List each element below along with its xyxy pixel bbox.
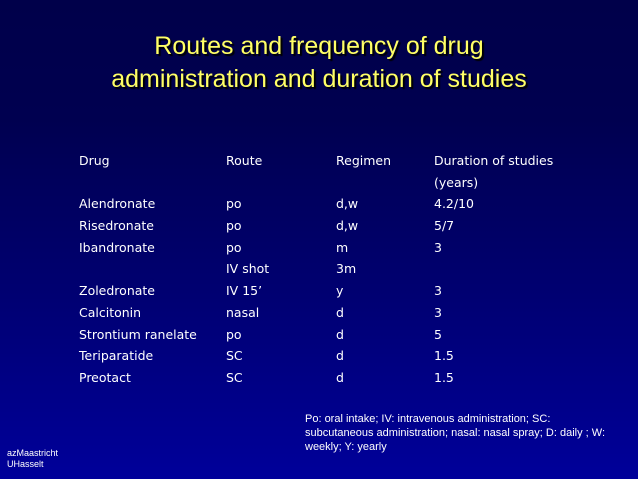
slide-title-line-2: administration and duration of studies [111,65,527,93]
cell-duration: 4.2/10 [434,196,474,212]
logo-line-2: UHasselt [7,459,44,469]
table-row [79,237,579,259]
slide-title [0,30,638,96]
header-drug: Drug [79,153,110,168]
cell-drug: Teriparatide [79,348,154,364]
cell-route: po [226,326,242,342]
table-row [79,215,579,237]
table-row [79,345,579,367]
cell-route: SC [226,348,243,364]
cell-duration: 3 [434,304,442,320]
header-duration: Duration of studies [434,153,554,168]
cell-drug: Zoledronate [79,283,155,299]
table-row [79,302,579,324]
cell-drug: Ibandronate [79,239,155,255]
cell-drug: Alendronate [79,196,156,212]
cell-regimen: d,w [336,196,359,212]
cell-duration: 5/7 [434,218,455,234]
header-duration-unit: (years) [434,174,479,190]
cell-drug: Strontium ranelate [79,326,197,342]
cell-route: po [226,196,242,212]
cell-route: po [226,239,242,255]
table-header-unit-row [79,172,579,194]
logo-line-1: azMaastricht [7,448,59,458]
cell-duration: 3 [434,283,442,299]
table-row [79,280,579,302]
slide-title-line-1: Routes and frequency of drug [154,32,484,60]
cell-route: nasal [226,304,260,320]
cell-drug: Risedronate [79,218,154,234]
abbreviation-footnote: Po: oral intake; IV: intravenous administration; SC: subcutaneous administration; nasal: nasal spray; D: daily ; W: weekly; Y: yearly [305,413,606,453]
cell-regimen: 3m [336,261,357,277]
cell-regimen: d,w [336,218,359,234]
cell-regimen: d [336,326,344,342]
drug-table [79,150,579,389]
cell-route: IV 15’ [226,283,263,299]
cell-duration: 5 [434,326,442,342]
cell-regimen: m [336,239,349,255]
cell-route: SC [226,369,243,385]
table-row [79,324,579,346]
cell-regimen: d [336,304,344,320]
cell-drug: Calcitonin [79,304,142,320]
cell-route: po [226,218,242,234]
table-row [79,193,579,215]
table-row [79,258,579,280]
cell-regimen: d [336,369,344,385]
table-row [79,367,579,389]
table-header-row [79,150,579,172]
header-regimen: Regimen [336,153,392,168]
cell-duration: 1.5 [434,348,454,364]
cell-drug: Preotact [79,369,131,385]
cell-duration: 3 [434,239,442,255]
cell-regimen: y [336,283,344,299]
cell-duration: 1.5 [434,369,454,385]
table-body [79,193,579,388]
header-route: Route [226,153,263,168]
institution-logo-text [7,448,58,470]
cell-regimen: d [336,348,344,364]
cell-route: IV shot [226,261,270,277]
